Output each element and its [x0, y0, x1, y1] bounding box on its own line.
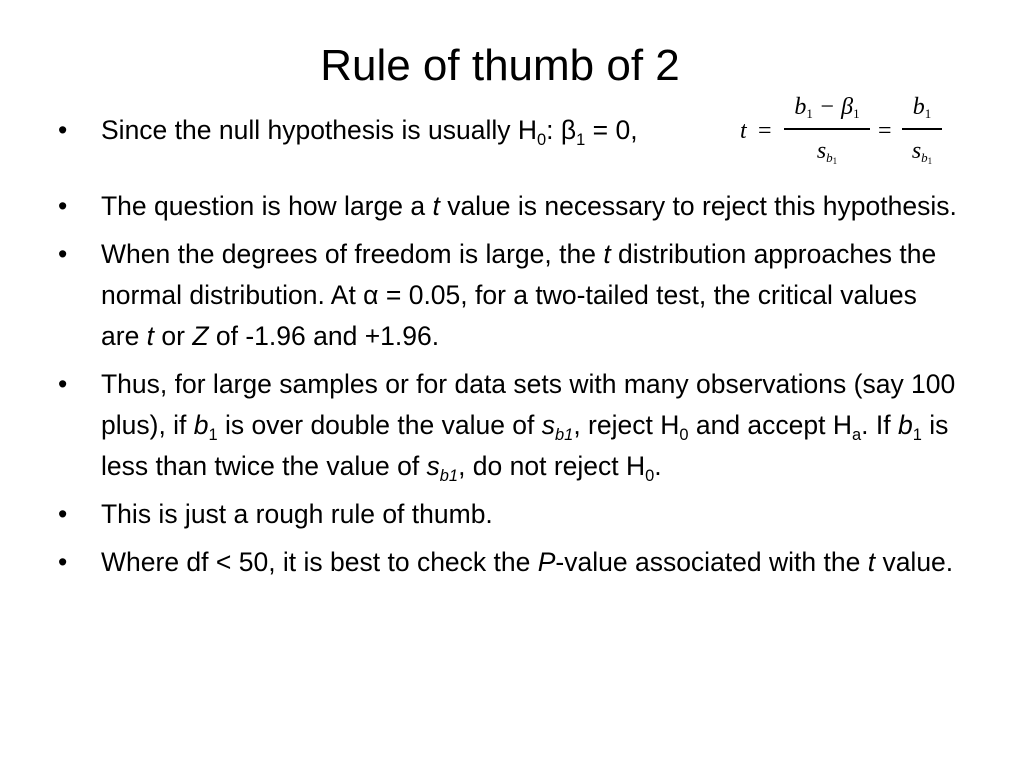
bullet-item-large-samples [58, 364, 958, 487]
bullet-text: Since the null hypothesis is usually $H_0$: $\beta_1 = 0$, [101, 115, 638, 149]
bullet-list [58, 110, 958, 590]
bullet-marker: • [58, 115, 68, 145]
bullet-text: This is just a rough rule of thumb. [101, 499, 493, 529]
bullet-item-t-value-question [58, 186, 958, 227]
slide-title: Rule of thumb of 2 [320, 41, 680, 90]
bullet-marker: • [58, 499, 68, 529]
formula-equals-1: = [758, 118, 772, 144]
bullet-marker: • [58, 191, 68, 221]
bullet-text: Thus, for large samples or for data sets with many observations (say 100 plus), if $b_1$ is over double the value of $s_{b1}$, reject $H_0$ and accept $H_a$. If $b_1$ is less than twice the value of $s_{b1}$, do not reject $H_0$. [101, 369, 956, 485]
bullet-marker: • [58, 239, 68, 269]
bullet-text: The question is how large a t value is necessary to reject this hypothesis. [101, 191, 957, 221]
formula-fraction-2-numerator: b1 [912, 94, 932, 121]
bullet-item-small-df [58, 542, 958, 583]
bullet-item-rough-rule [58, 494, 958, 535]
bullet-text: Where df < 50, it is best to check the P-value associated with the t value. [101, 547, 954, 577]
formula-t: t [740, 118, 747, 144]
bullet-marker: • [58, 547, 68, 577]
bullet-text: When the degrees of freedom is large, the t distribution approaches the normal distribution. At α = 0.05, for a two-tailed test, the critical values are t or Z of -1.96 and +1.96. [101, 239, 937, 351]
formula-equals-2: = [878, 118, 892, 144]
formula-fraction-1-denominator: sb1 [816, 137, 838, 166]
bullet-item-degrees-of-freedom [58, 234, 958, 357]
bullet-item-null-hypothesis [58, 110, 958, 151]
formula-fraction-2-denominator: sb1 [911, 137, 933, 166]
bullet-marker: • [58, 369, 68, 399]
formula-fraction-1-numerator: b1 − β1 [794, 94, 860, 121]
